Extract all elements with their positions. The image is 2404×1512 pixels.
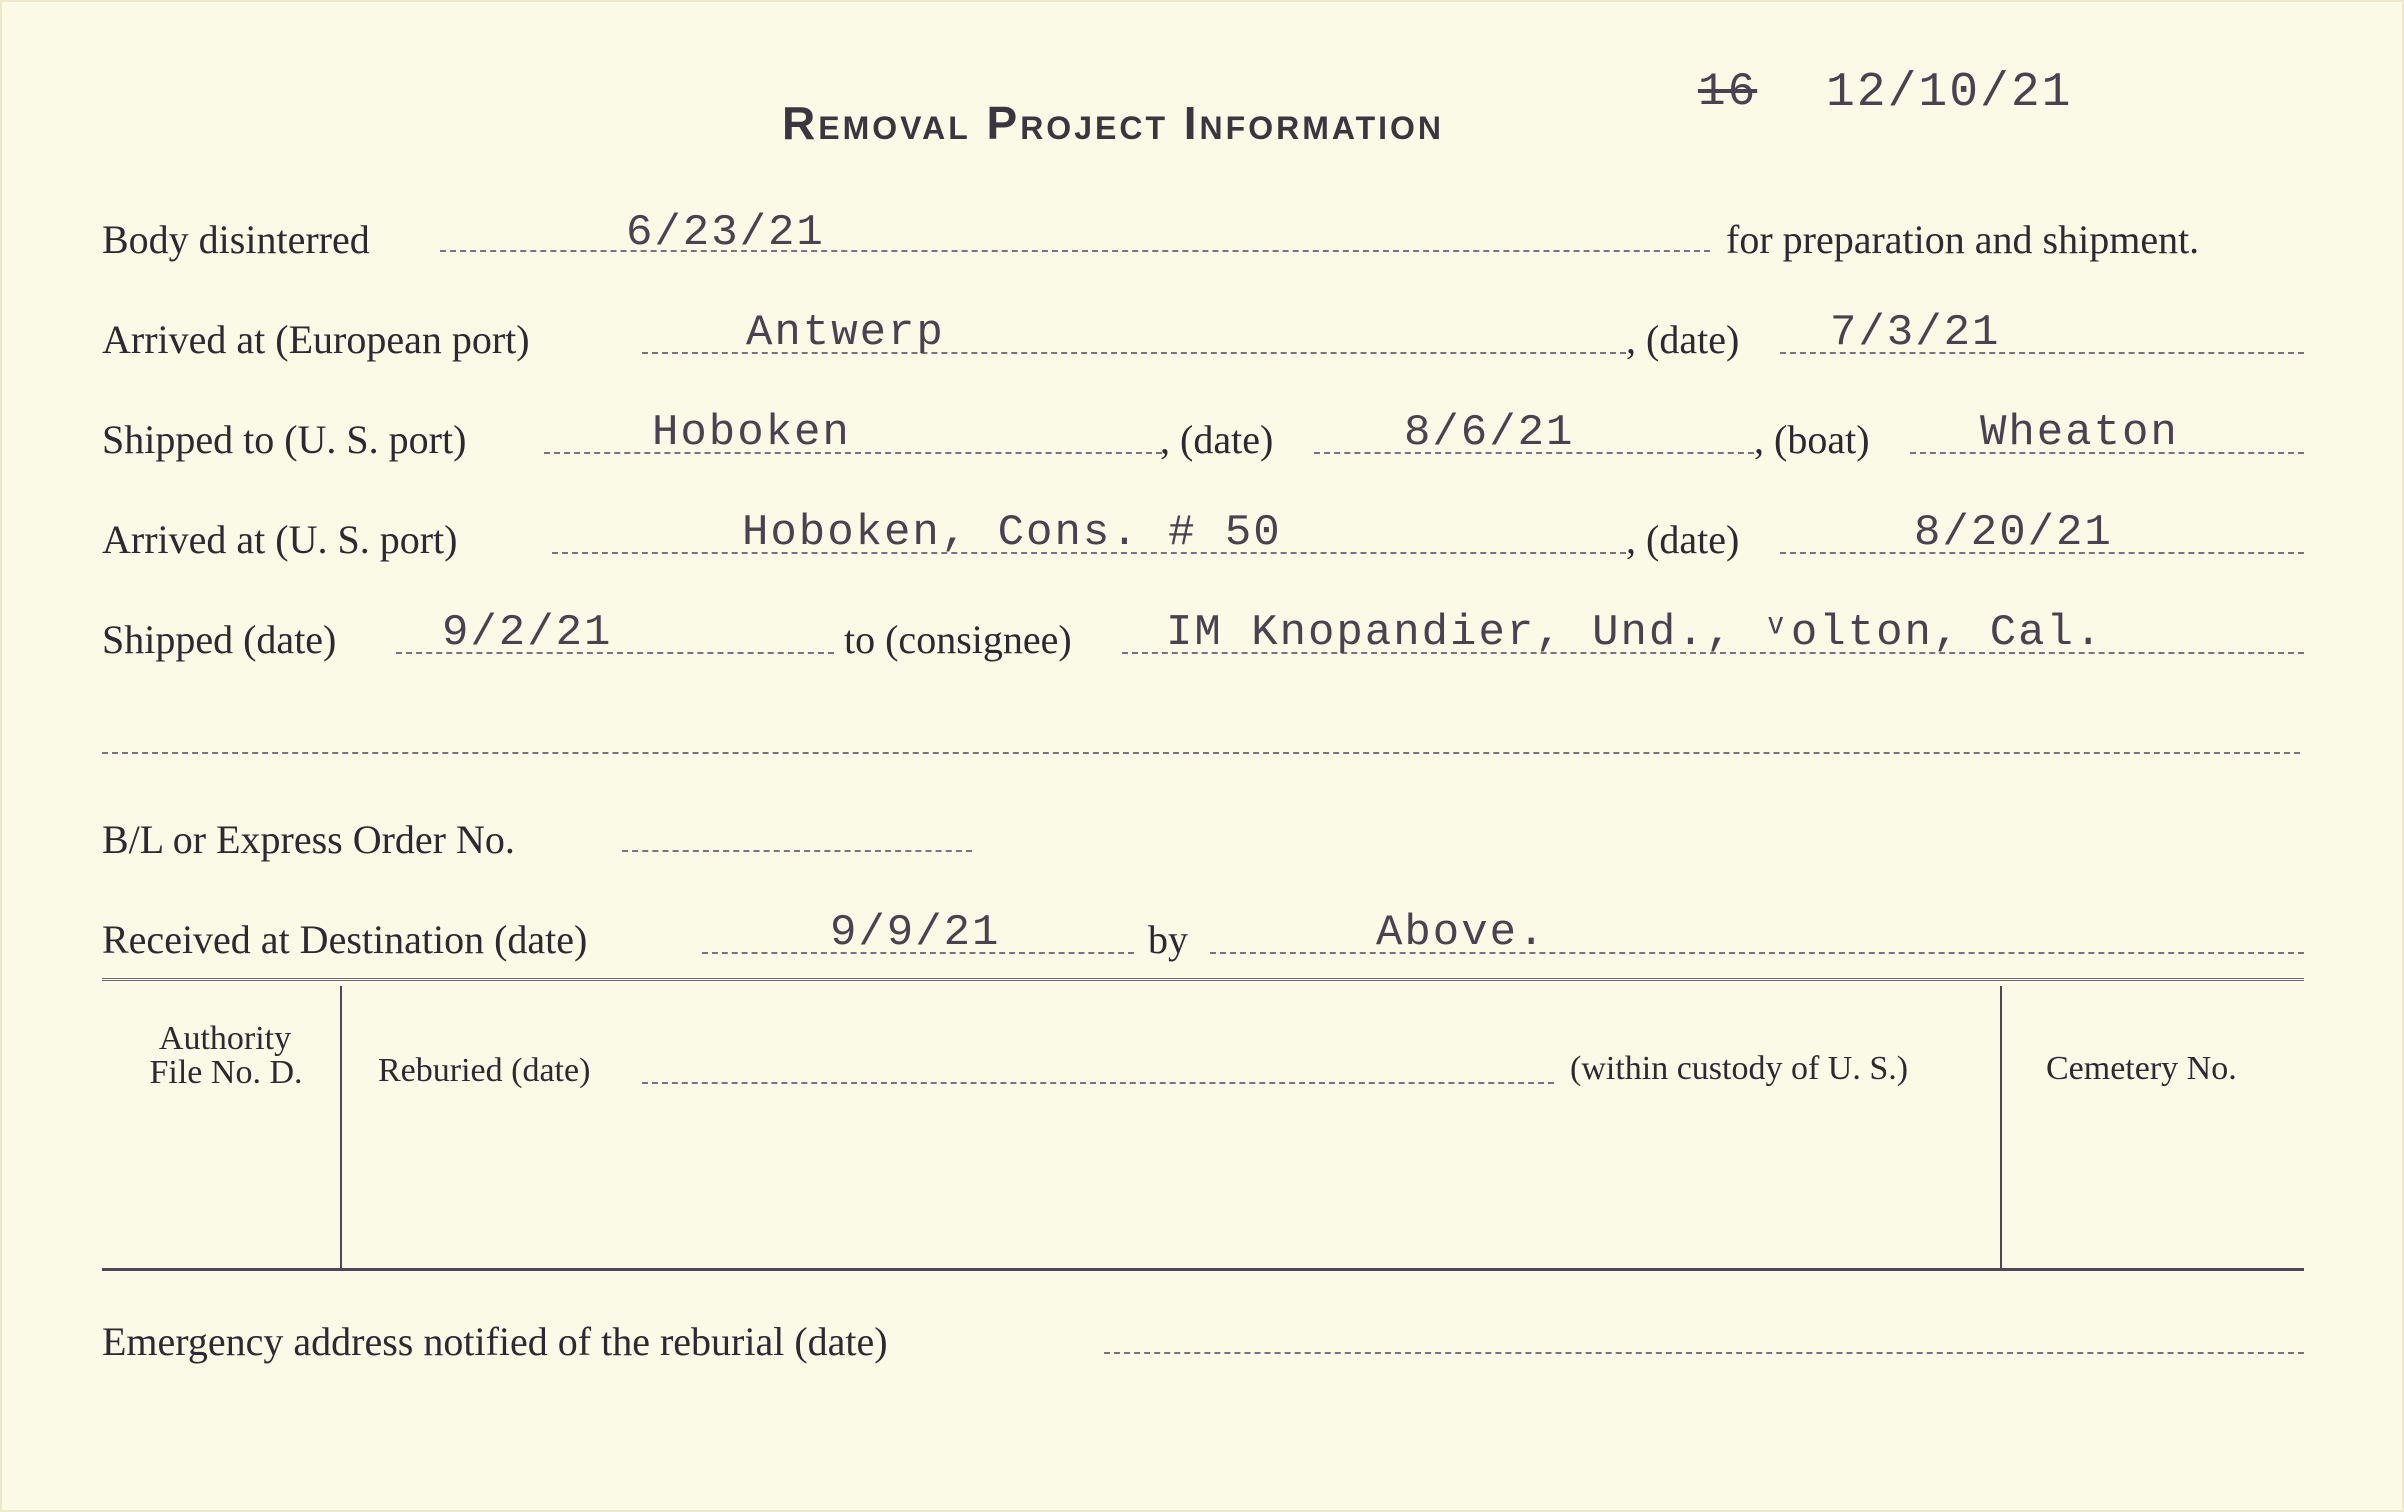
- reburied-line: [642, 1082, 1554, 1084]
- shipped-consignee-label: to (consignee): [844, 617, 1072, 662]
- header-date: 12/10/21: [1826, 66, 2073, 120]
- shipped-us-boat: Wheaton: [1980, 408, 2179, 458]
- form-title: Removal Project Information: [782, 97, 1445, 149]
- arrived-us-date-label: , (date): [1626, 517, 1740, 562]
- shipped-us-line: [544, 452, 1162, 454]
- blank-line: [102, 752, 2300, 754]
- received-date: 9/9/21: [830, 908, 1001, 958]
- custody-label: (within custody of U. S.): [1570, 1050, 1909, 1087]
- bl-order-line: [622, 850, 972, 852]
- cemetery-label: Cemetery No.: [2046, 1050, 2237, 1087]
- table-top-rule: [102, 978, 2304, 981]
- arrived-us-value: Hoboken, Cons. # 50: [742, 508, 1282, 558]
- authority-label-1: Authority: [158, 1020, 292, 1057]
- arrived-european-date: 7/3/21: [1830, 308, 2001, 358]
- arrived-european-value: Antwerp: [746, 308, 945, 358]
- shipped-us-date-label: , (date): [1160, 417, 1274, 462]
- arrived-european-date-label: , (date): [1626, 317, 1740, 362]
- received-label: Received at Destination (date): [102, 917, 588, 962]
- body-disinterred-suffix: for preparation and shipment.: [1726, 217, 2200, 262]
- body-disinterred-label: Body disinterred: [102, 217, 370, 262]
- bl-order-label: B/L or Express Order No.: [102, 817, 515, 862]
- table-bottom-rule: [102, 1268, 2304, 1271]
- arrived-european-label: Arrived at (European port): [102, 317, 530, 362]
- shipped-date: 9/2/21: [442, 608, 613, 658]
- arrived-us-date: 8/20/21: [1914, 508, 2113, 558]
- emergency-line: [1104, 1352, 2304, 1354]
- table-divider-right: [2000, 986, 2002, 1270]
- body-disinterred-value: 6/23/21: [626, 208, 825, 258]
- shipped-label: Shipped (date): [102, 617, 337, 662]
- shipped-us-date: 8/6/21: [1404, 408, 1575, 458]
- received-by-line: [1210, 952, 2304, 954]
- received-by-label: by: [1148, 917, 1188, 962]
- reburied-label: Reburied (date): [378, 1052, 591, 1089]
- shipped-us-value: Hoboken: [652, 408, 851, 458]
- shipped-consignee: IM Knopandier, Und., ᵛolton, Cal.: [1166, 608, 2104, 658]
- received-by: Above.: [1376, 908, 1547, 958]
- emergency-label: Emergency address notified of the reburial (date): [102, 1319, 888, 1364]
- table-divider-left: [340, 986, 342, 1270]
- shipped-us-boat-label: , (boat): [1754, 417, 1870, 462]
- authority-label-2: File No. D.: [149, 1054, 303, 1091]
- header-mark: 16: [1698, 66, 1758, 118]
- shipped-us-label: Shipped to (U. S. port): [102, 417, 467, 462]
- arrived-us-label: Arrived at (U. S. port): [102, 517, 458, 562]
